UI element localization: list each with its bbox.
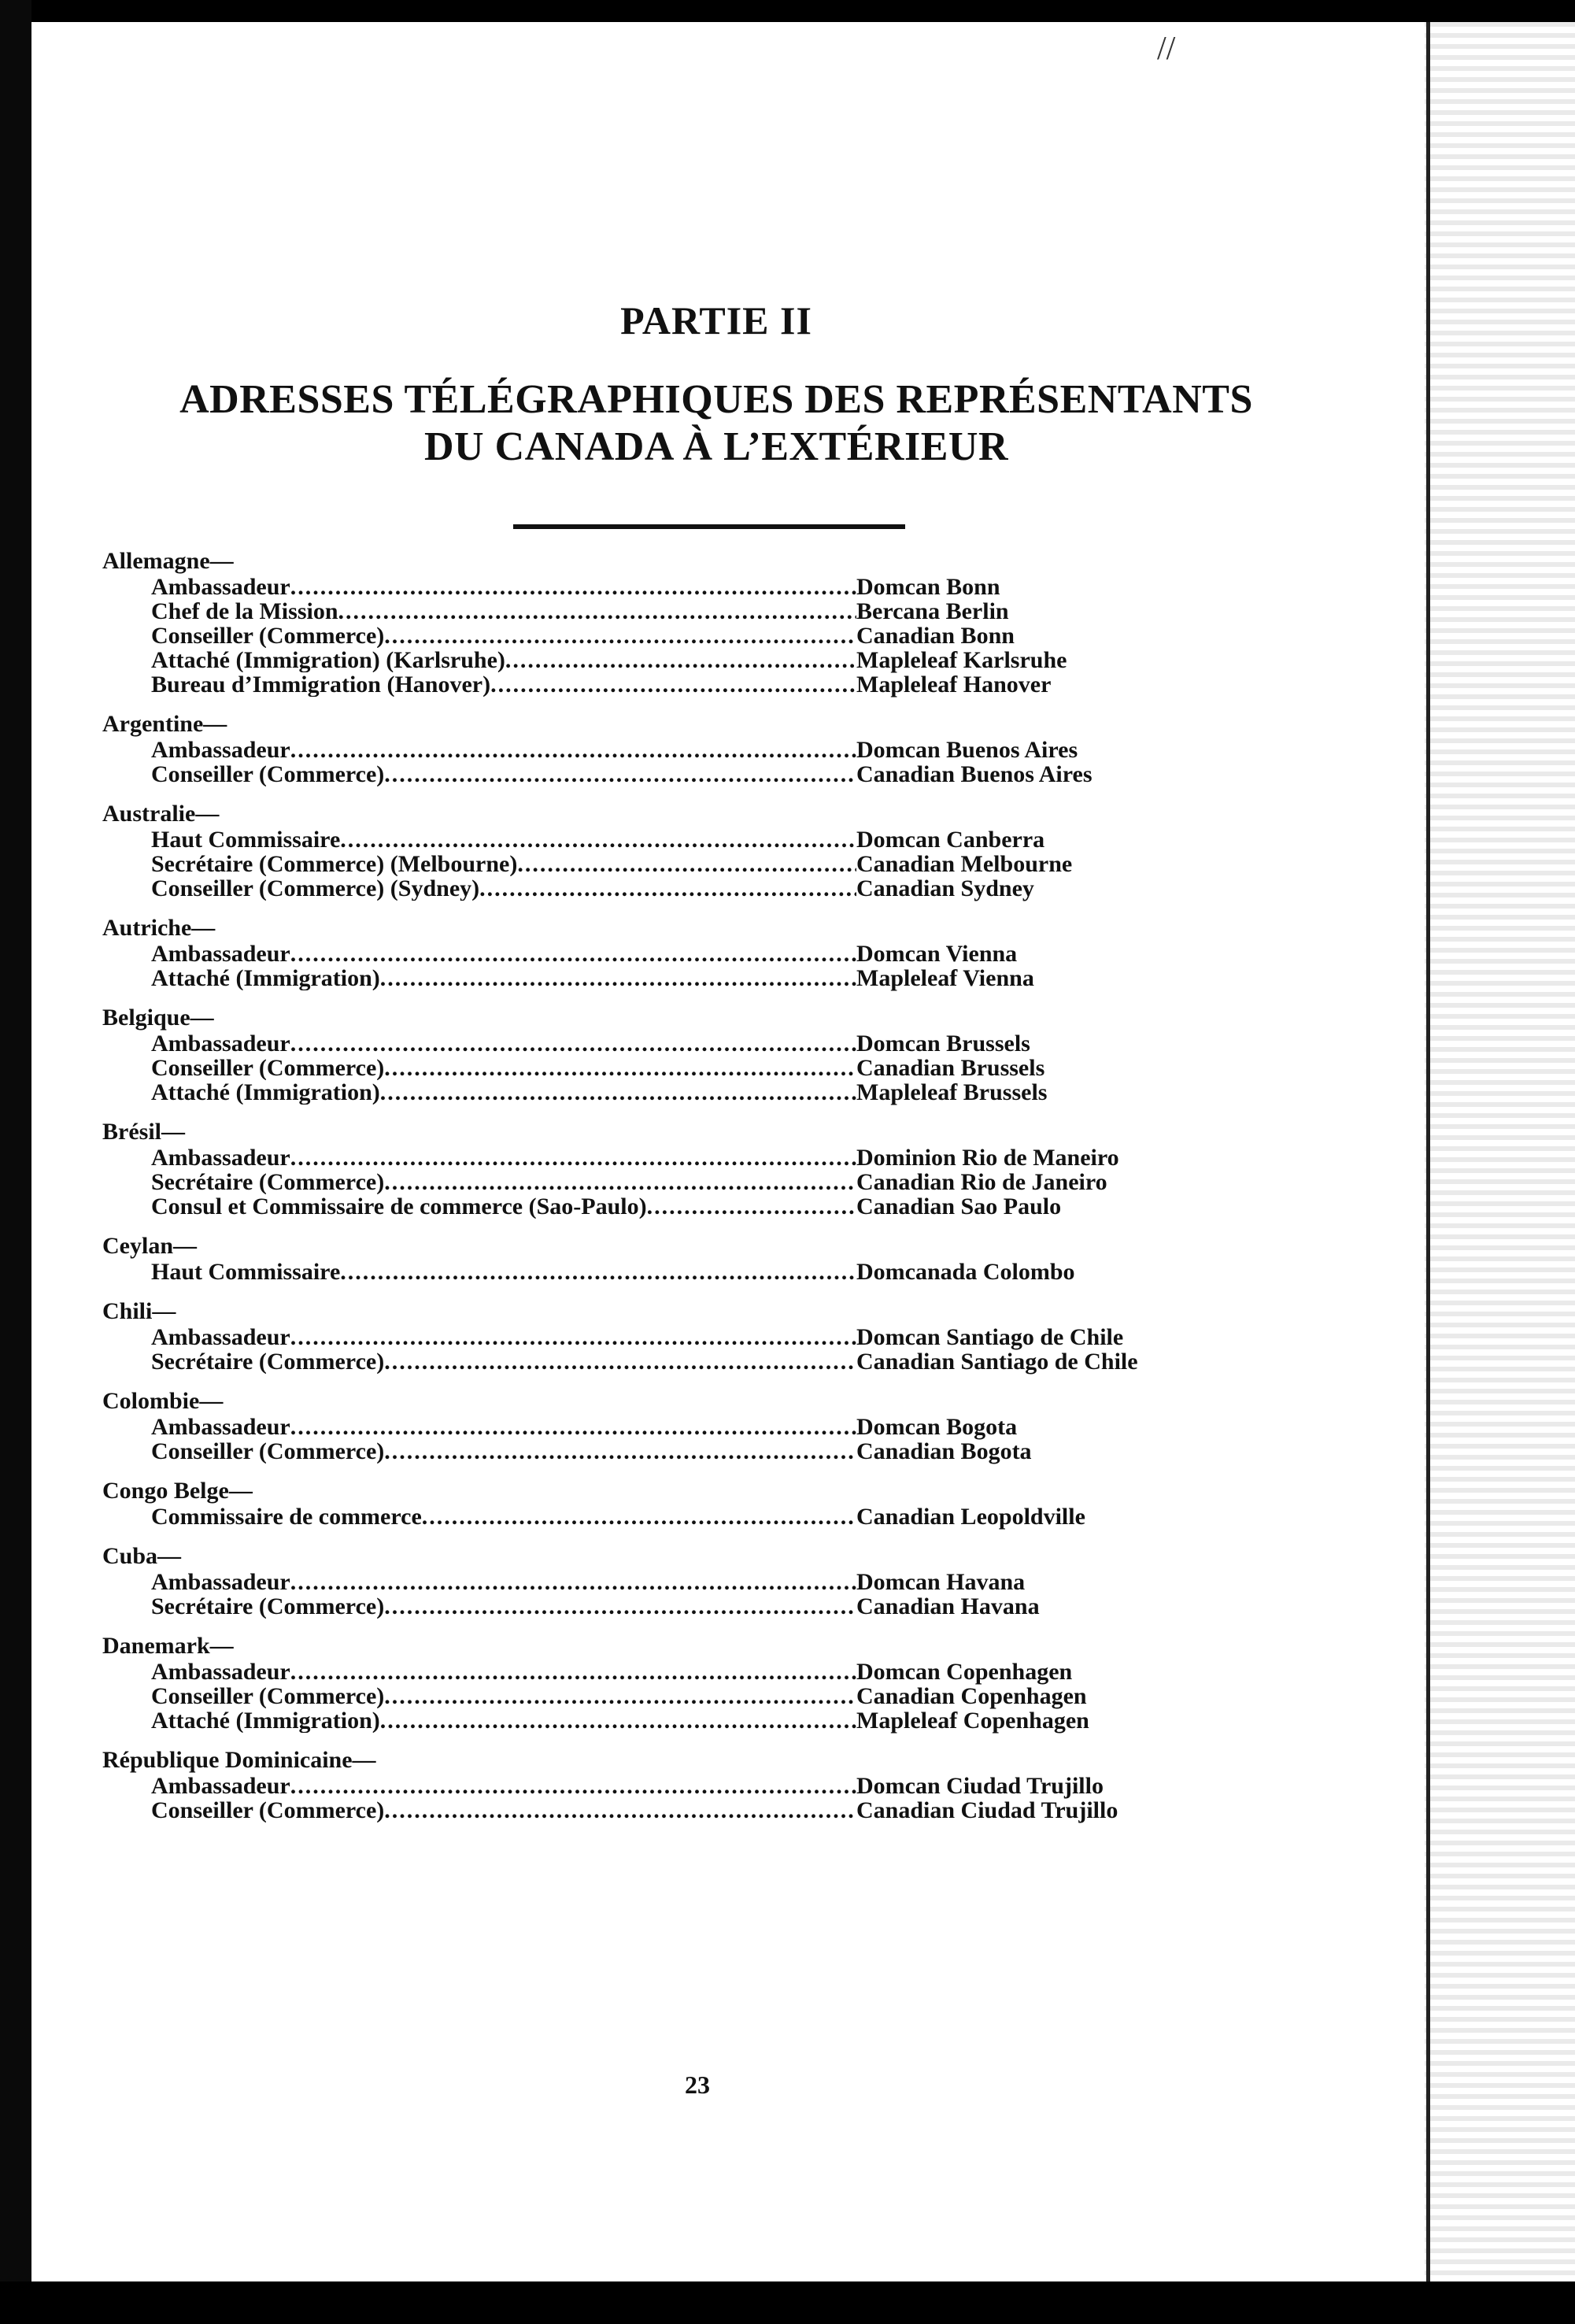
entry-role: Secrétaire (Commerce) xyxy=(151,1170,385,1194)
telegraphic-address: Canadian Melbourne xyxy=(856,851,1073,877)
entry-row xyxy=(102,672,1425,697)
entry-row xyxy=(102,1660,1425,1684)
country-name: Ceylan— xyxy=(102,1233,197,1259)
entry-role-cell xyxy=(102,1170,856,1194)
telegraphic-address: Canadian Bogota xyxy=(856,1438,1032,1464)
telegraphic-address: Canadian Copenhagen xyxy=(856,1683,1087,1709)
entry-role: Ambassadeur xyxy=(151,1774,290,1798)
entry-row xyxy=(102,852,1425,876)
entry-role-cell xyxy=(102,876,856,901)
telegraphic-address: Mapleleaf Brussels xyxy=(856,1079,1048,1105)
telegraphic-address: Domcanada Colombo xyxy=(856,1259,1075,1285)
entry-role: Attaché (Immigration) xyxy=(151,966,380,990)
entry-role-cell xyxy=(102,1080,856,1105)
entry-role: Attaché (Immigration) (Karlsruhe) xyxy=(151,648,505,672)
page-number: 23 xyxy=(685,2071,710,2099)
telegraphic-address: Mapleleaf Vienna xyxy=(856,965,1034,991)
address-listing xyxy=(102,542,1425,1823)
entry-row xyxy=(102,648,1425,672)
country-name: Cuba— xyxy=(102,1543,182,1569)
country-block xyxy=(102,1478,1425,1529)
country-name: Belgique— xyxy=(102,1005,214,1031)
dot-leader xyxy=(290,1145,856,1170)
telegraphic-address: Canadian Santiago de Chile xyxy=(856,1349,1138,1375)
telegraphic-address: Mapleleaf Karlsruhe xyxy=(856,647,1067,673)
entry-role: Ambassadeur xyxy=(151,1570,290,1594)
dot-leader xyxy=(384,1684,856,1708)
entry-role-cell xyxy=(102,1708,856,1733)
country-block xyxy=(102,1233,1425,1284)
entry-role: Bureau d’Immigration (Hanover) xyxy=(151,672,491,697)
country-block xyxy=(102,1633,1425,1733)
entry-row xyxy=(102,942,1425,966)
country-block xyxy=(102,1388,1425,1464)
country-block xyxy=(102,711,1425,786)
entry-role-cell xyxy=(102,575,856,599)
country-name: Colombie— xyxy=(102,1388,224,1414)
telegraphic-address: Canadian Sydney xyxy=(856,875,1034,901)
country-block xyxy=(102,1005,1425,1105)
entry-role: Chef de la Mission xyxy=(151,599,338,624)
telegraphic-address: Domcan Buenos Aires xyxy=(856,737,1078,763)
entry-row xyxy=(102,738,1425,762)
entry-role: Secrétaire (Commerce) (Melbourne) xyxy=(151,852,518,876)
entry-role-cell xyxy=(102,1325,856,1349)
entry-role: Ambassadeur xyxy=(151,942,290,966)
telegraphic-address: Canadian Sao Paulo xyxy=(856,1193,1062,1219)
dot-leader xyxy=(479,876,856,901)
entry-row xyxy=(102,1594,1425,1619)
dot-leader xyxy=(384,1439,856,1464)
country-block xyxy=(102,801,1425,901)
entry-role-cell xyxy=(102,648,856,672)
entry-role: Ambassadeur xyxy=(151,1415,290,1439)
telegraphic-address: Domcan Havana xyxy=(856,1569,1026,1595)
entry-role-cell xyxy=(102,1415,856,1439)
country-name: Argentine— xyxy=(102,711,227,737)
dot-leader xyxy=(384,1056,856,1080)
dot-leader xyxy=(290,1325,856,1349)
entry-role: Conseiller (Commerce) xyxy=(151,1056,385,1080)
entry-role-cell xyxy=(102,1439,856,1464)
entry-role-cell xyxy=(102,1349,856,1374)
entry-role-cell xyxy=(102,852,856,876)
entry-row xyxy=(102,1774,1425,1798)
dot-leader xyxy=(380,1708,856,1733)
entry-row xyxy=(102,1504,1425,1529)
entry-role: Secrétaire (Commerce) xyxy=(151,1349,385,1374)
entry-role-cell xyxy=(102,1031,856,1056)
dot-leader xyxy=(490,672,856,697)
entry-row xyxy=(102,599,1425,624)
entry-role-cell xyxy=(102,827,856,852)
entry-role: Secrétaire (Commerce) xyxy=(151,1594,385,1619)
entry-row xyxy=(102,1798,1425,1823)
entry-role-cell xyxy=(102,1260,856,1284)
entry-role-cell xyxy=(102,1798,856,1823)
telegraphic-address: Domcan Bonn xyxy=(856,574,1000,600)
page-gutter-line xyxy=(1426,22,1430,2281)
telegraphic-address: Bercana Berlin xyxy=(856,598,1009,624)
dot-leader xyxy=(290,1660,856,1684)
entry-row xyxy=(102,1194,1425,1219)
entry-row xyxy=(102,1349,1425,1374)
entry-row xyxy=(102,1325,1425,1349)
entry-row xyxy=(102,966,1425,990)
entry-role: Conseiller (Commerce) xyxy=(151,1439,385,1464)
country-block xyxy=(102,1119,1425,1219)
country-name: Danemark— xyxy=(102,1633,234,1659)
telegraphic-address: Domcan Canberra xyxy=(856,827,1045,853)
entry-row xyxy=(102,762,1425,786)
dot-leader xyxy=(290,1415,856,1439)
document-page xyxy=(31,22,1503,2281)
entry-role: Conseiller (Commerce) xyxy=(151,762,385,786)
country-block xyxy=(102,915,1425,990)
entry-role-cell xyxy=(102,599,856,624)
entry-role-cell xyxy=(102,1684,856,1708)
telegraphic-address: Mapleleaf Hanover xyxy=(856,672,1052,698)
entry-role-cell xyxy=(102,1774,856,1798)
telegraphic-address: Canadian Buenos Aires xyxy=(856,761,1093,787)
entry-row xyxy=(102,1415,1425,1439)
dot-leader xyxy=(505,648,856,672)
dot-leader xyxy=(384,1170,856,1194)
telegraphic-address: Canadian Brussels xyxy=(856,1055,1045,1081)
entry-row xyxy=(102,575,1425,599)
dot-leader xyxy=(338,599,856,624)
telegraphic-address: Canadian Rio de Janeiro xyxy=(856,1169,1107,1195)
dot-leader xyxy=(384,1349,856,1374)
entry-role-cell xyxy=(102,1056,856,1080)
entry-role-cell xyxy=(102,762,856,786)
entry-row xyxy=(102,827,1425,852)
dot-leader xyxy=(290,738,856,762)
dot-leader xyxy=(290,575,856,599)
entry-role: Ambassadeur xyxy=(151,1325,290,1349)
part-title: PARTIE II xyxy=(620,298,812,342)
dot-leader xyxy=(384,1594,856,1619)
entry-role-cell xyxy=(102,1660,856,1684)
telegraphic-address: Domcan Vienna xyxy=(856,941,1018,967)
entry-row xyxy=(102,1684,1425,1708)
entry-role: Haut Commissaire xyxy=(151,827,341,852)
country-block xyxy=(102,1298,1425,1374)
telegraphic-address: Canadian Ciudad Trujillo xyxy=(856,1797,1118,1823)
telegraphic-address: Canadian Havana xyxy=(856,1593,1040,1619)
entry-role-cell xyxy=(102,1504,856,1529)
entry-role-cell xyxy=(102,1145,856,1170)
section-title-line-1: ADRESSES TÉLÉGRAPHIQUES DES REPRÉSENTANTS xyxy=(179,377,1253,422)
telegraphic-address: Canadian Bonn xyxy=(856,623,1015,649)
dot-leader xyxy=(384,1798,856,1823)
country-block xyxy=(102,1543,1425,1619)
entry-row xyxy=(102,876,1425,901)
dot-leader xyxy=(290,942,856,966)
entry-role: Attaché (Immigration) xyxy=(151,1708,380,1733)
entry-row xyxy=(102,1260,1425,1284)
country-name: Congo Belge— xyxy=(102,1478,253,1504)
entry-role-cell xyxy=(102,1194,856,1219)
entry-row xyxy=(102,1056,1425,1080)
entry-row xyxy=(102,1570,1425,1594)
country-name: Autriche— xyxy=(102,915,216,941)
section-title-line-2: DU CANADA À L’EXTÉRIEUR xyxy=(423,424,1008,469)
entry-row xyxy=(102,1080,1425,1105)
country-block xyxy=(102,1747,1425,1823)
entry-row xyxy=(102,1145,1425,1170)
scan-bottom-border xyxy=(0,2281,1575,2324)
telegraphic-address: Domcan Ciudad Trujillo xyxy=(856,1773,1104,1799)
telegraphic-address: Domcan Copenhagen xyxy=(856,1659,1073,1685)
entry-row xyxy=(102,1439,1425,1464)
dot-leader xyxy=(384,762,856,786)
entry-role: Attaché (Immigration) xyxy=(151,1080,380,1105)
dot-leader xyxy=(340,827,856,852)
entry-role-cell xyxy=(102,672,856,697)
entry-role: Ambassadeur xyxy=(151,738,290,762)
dot-leader xyxy=(290,1031,856,1056)
telegraphic-address: Domcan Santiago de Chile xyxy=(856,1324,1124,1350)
entry-role: Consul et Commissaire de commerce (Sao-Paulo) xyxy=(151,1194,647,1219)
telegraphic-address: Domcan Bogota xyxy=(856,1414,1018,1440)
entry-row xyxy=(102,1708,1425,1733)
dot-leader xyxy=(422,1504,856,1529)
entry-role: Conseiller (Commerce) (Sydney) xyxy=(151,876,480,901)
entry-row xyxy=(102,1170,1425,1194)
telegraphic-address: Canadian Leopoldville xyxy=(856,1504,1085,1530)
entry-role-cell xyxy=(102,966,856,990)
dot-leader xyxy=(380,1080,856,1105)
entry-role-cell xyxy=(102,942,856,966)
entry-role-cell xyxy=(102,624,856,648)
entry-role-cell xyxy=(102,1594,856,1619)
entry-role-cell xyxy=(102,738,856,762)
entry-role: Conseiller (Commerce) xyxy=(151,624,385,648)
country-name: République Dominicaine— xyxy=(102,1747,376,1773)
entry-role: Ambassadeur xyxy=(151,1031,290,1056)
entry-role-cell xyxy=(102,1570,856,1594)
country-block xyxy=(102,548,1425,697)
dot-leader xyxy=(290,1570,856,1594)
country-name: Allemagne— xyxy=(102,548,234,574)
scan-left-border xyxy=(0,0,31,2324)
entry-role: Ambassadeur xyxy=(151,1660,290,1684)
entry-role: Conseiller (Commerce) xyxy=(151,1798,385,1823)
entry-role: Conseiller (Commerce) xyxy=(151,1684,385,1708)
entry-row xyxy=(102,624,1425,648)
country-name: Australie— xyxy=(102,801,220,827)
country-name: Brésil— xyxy=(102,1119,185,1145)
telegraphic-address: Mapleleaf Copenhagen xyxy=(856,1708,1089,1734)
dot-leader xyxy=(380,966,856,990)
entry-role: Commissaire de commerce xyxy=(151,1504,422,1529)
telegraphic-address: Dominion Rio de Maneiro xyxy=(856,1145,1119,1171)
entry-role: Ambassadeur xyxy=(151,575,290,599)
dot-leader xyxy=(290,1774,856,1798)
facing-page-edge xyxy=(1425,22,1575,2281)
dot-leader xyxy=(647,1194,856,1219)
dot-leader xyxy=(340,1260,856,1284)
entry-role: Haut Commissaire xyxy=(151,1260,341,1284)
dot-leader xyxy=(517,852,856,876)
entry-row xyxy=(102,1031,1425,1056)
pencil-mark: // xyxy=(1157,31,1176,67)
dot-leader xyxy=(384,624,856,648)
title-divider xyxy=(513,524,905,529)
country-name: Chili— xyxy=(102,1298,176,1324)
entry-role: Ambassadeur xyxy=(151,1145,290,1170)
telegraphic-address: Domcan Brussels xyxy=(856,1031,1030,1057)
